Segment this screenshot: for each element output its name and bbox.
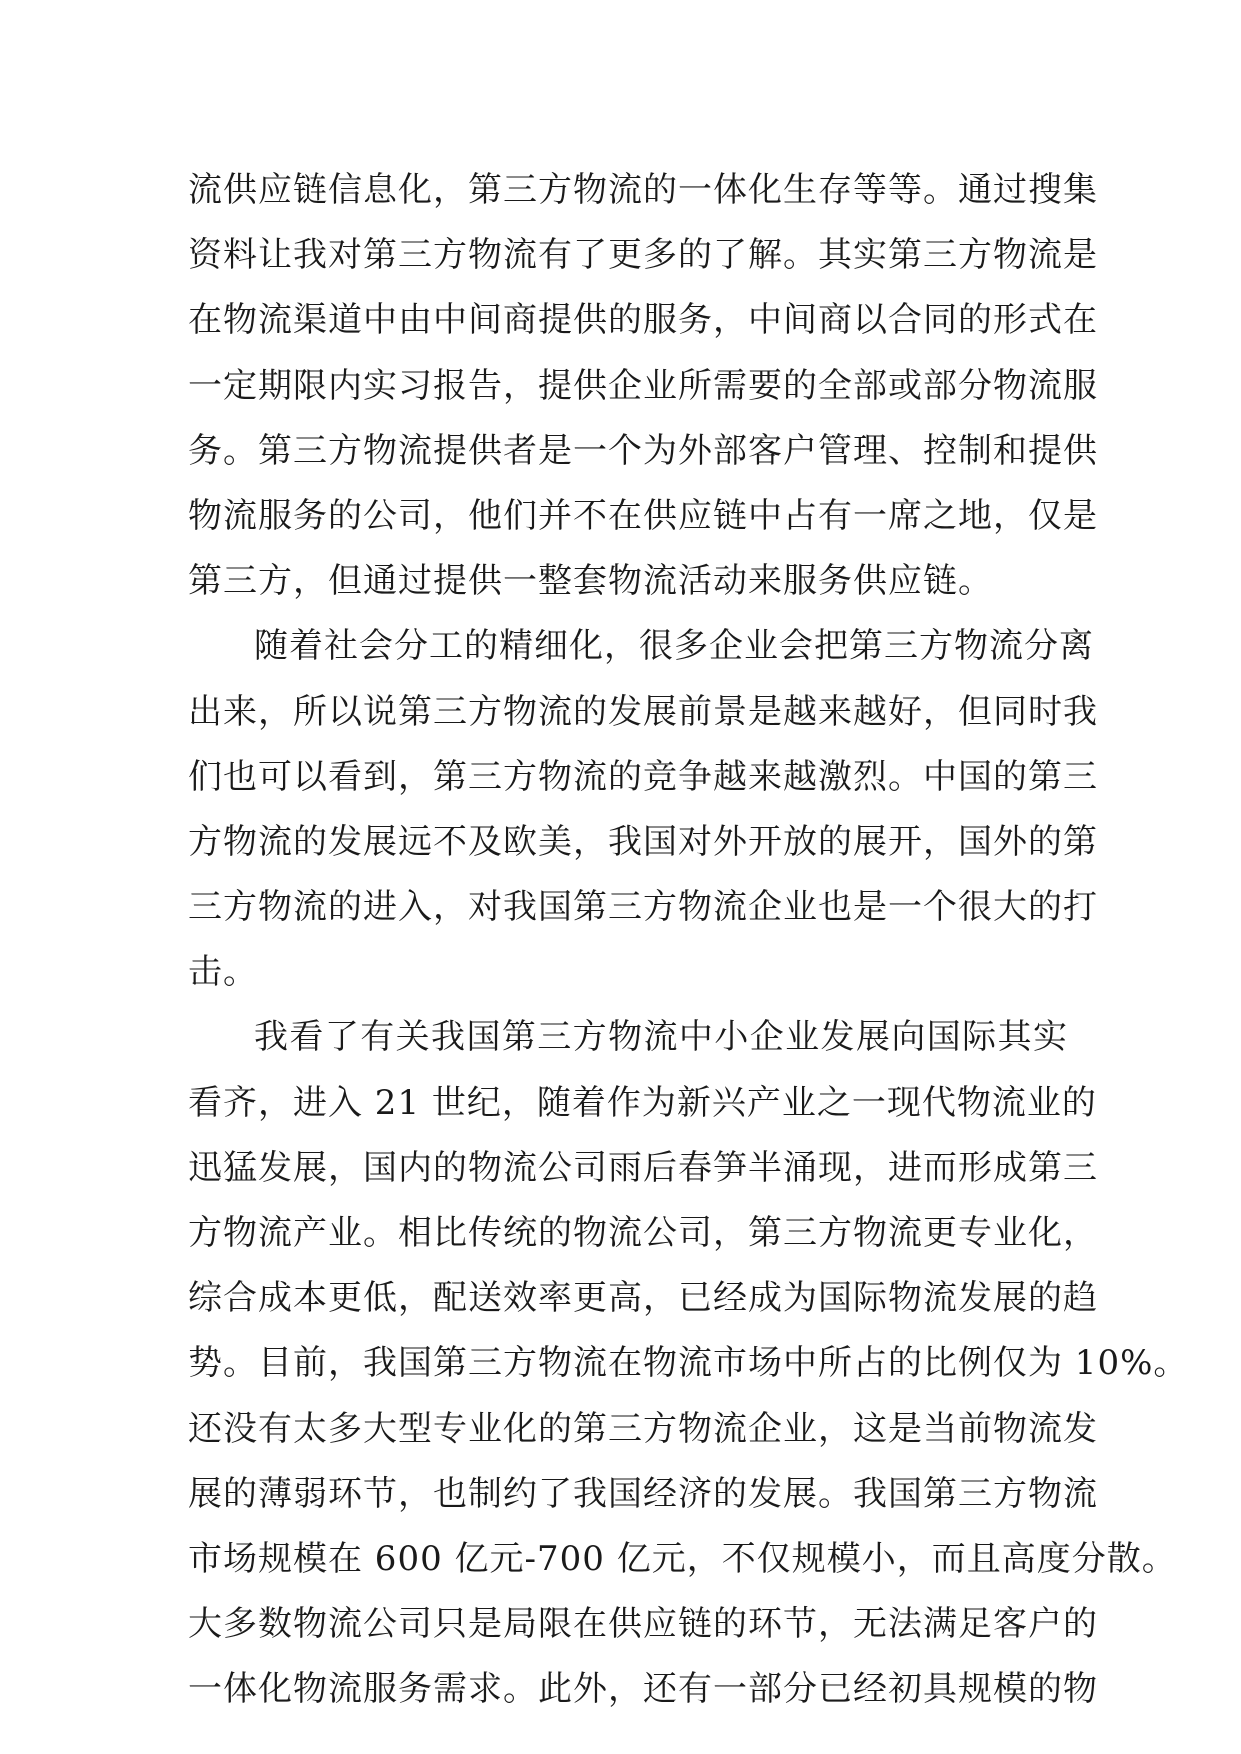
text-line: 一体化物流服务需求。此外，还有一部分已经初具规模的物 [188,1669,1098,1710]
text-line: 击。 [188,952,258,993]
text-line: 们也可以看到，第三方物流的竞争越来越激烈。中国的第三 [188,756,1098,797]
text-line: 务。第三方物流提供者是一个为外部客户管理、控制和提供 [188,430,1098,471]
text-line: 势。目前，我国第三方物流在物流市场中所占的比例仅为 10%。 [188,1343,1189,1384]
text-line: 我看了有关我国第三方物流中小企业发展向国际其实 [254,1017,1068,1058]
text-line: 方物流的发展远不及欧美，我国对外开放的展开，国外的第 [188,821,1098,862]
text-line: 出来，所以说第三方物流的发展前景是越来越好，但同时我 [188,691,1098,732]
text-line: 流供应链信息化，第三方物流的一体化生存等等。通过搜集 [188,170,1098,210]
text-line: 市场规模在 600 亿元-700 亿元，不仅规模小，而且高度分散。 [188,1538,1177,1579]
paragraph [188,614,1098,1005]
document-body [188,158,1189,1723]
text-line: 看齐，进入 21 世纪，随着作为新兴产业之一现代物流业的 [188,1082,1097,1123]
text-line: 在物流渠道中由中间商提供的服务，中间商以合同的形式在 [188,300,1098,341]
paragraph [188,1005,1189,1722]
text-line: 迅猛发展，国内的物流公司雨后春笋半涌现，进而形成第三 [188,1147,1098,1188]
text-line: 一定期限内实习报告，提供企业所需要的全部或部分物流服 [188,365,1098,406]
text-line: 综合成本更低，配送效率更高，已经成为国际物流发展的趋 [188,1278,1098,1319]
text-line: 物流服务的公司，他们并不在供应链中占有一席之地，仅是 [188,495,1098,536]
text-line: 大多数物流公司只是局限在供应链的环节，无法满足客户的 [188,1604,1098,1645]
text-line: 还没有太多大型专业化的第三方物流企业，这是当前物流发 [188,1408,1098,1449]
text-line: 资料让我对第三方物流有了更多的了解。其实第三方物流是 [188,235,1098,276]
text-line: 方物流产业。相比传统的物流公司，第三方物流更专业化， [188,1213,1098,1253]
paragraph [188,158,1098,614]
text-line: 展的薄弱环节，也制约了我国经济的发展。我国第三方物流 [188,1473,1098,1514]
text-line: 第三方，但通过提供一整套物流活动来服务供应链。 [188,561,993,602]
text-line: 随着社会分工的精细化，很多企业会把第三方物流分离 [254,626,1094,667]
text-line: 三方物流的进入，对我国第三方物流企业也是一个很大的打 [188,887,1098,928]
